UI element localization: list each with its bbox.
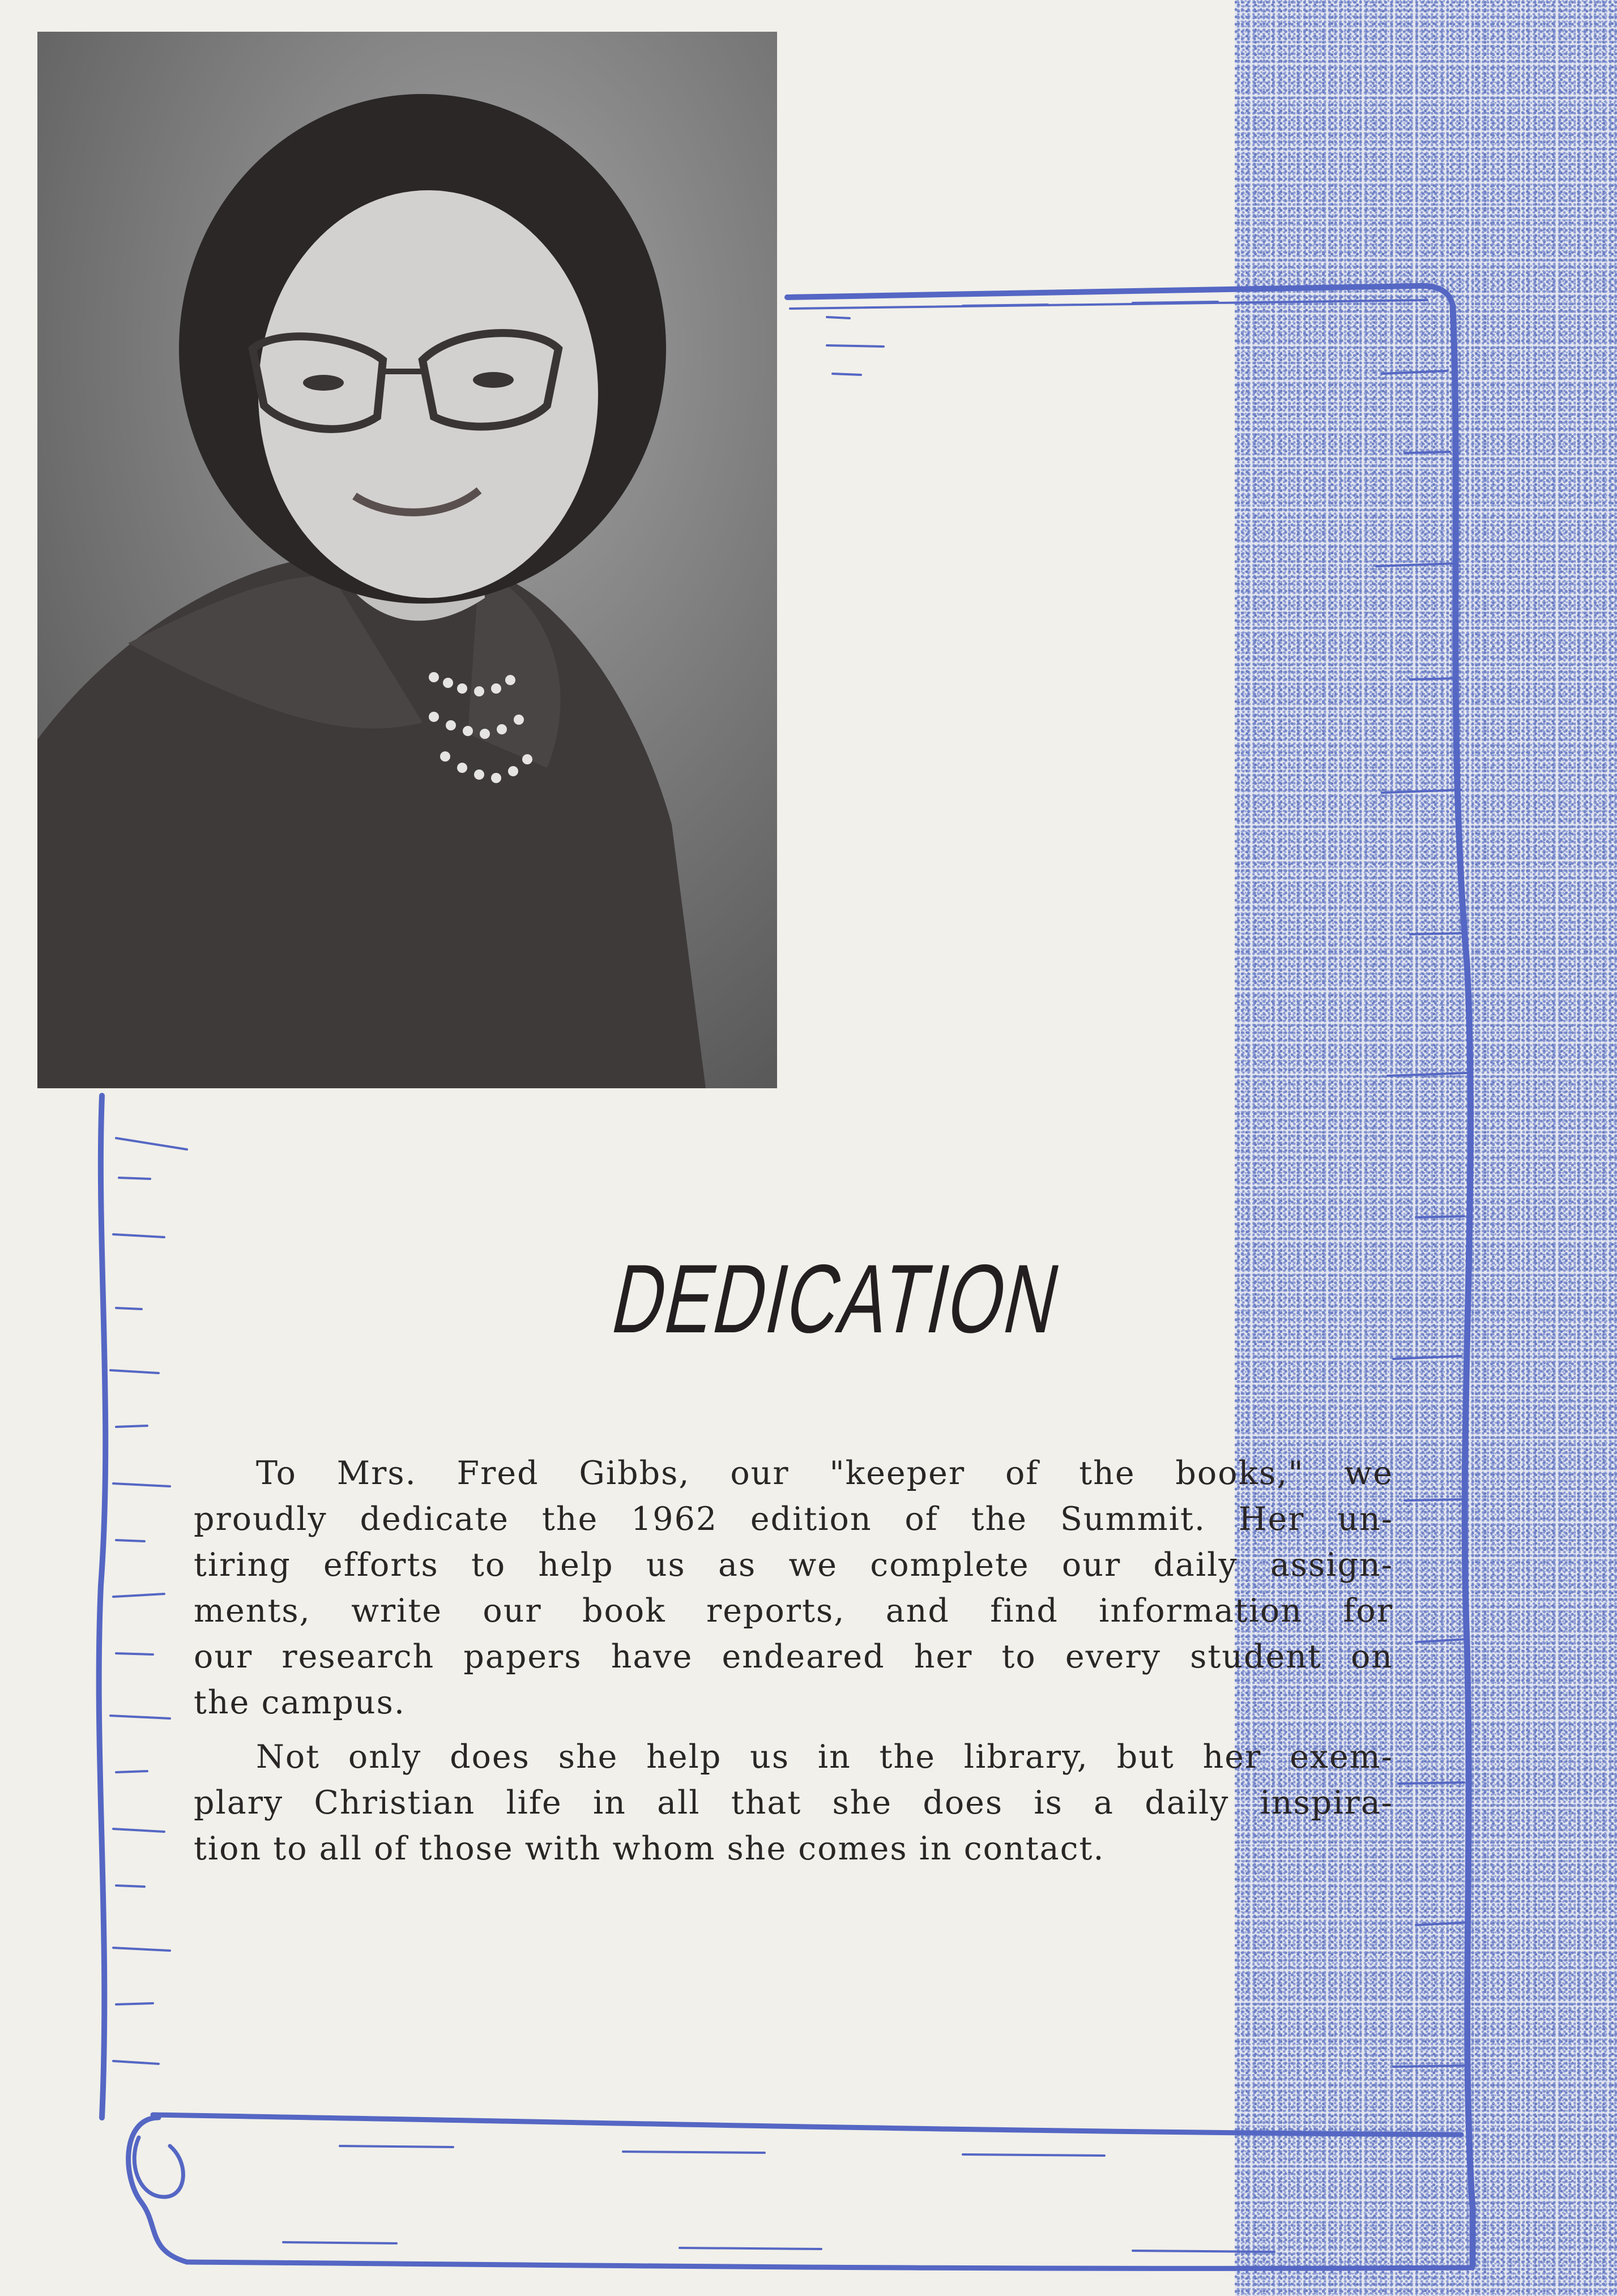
dedication-paragraph-1	[194, 1451, 1393, 1726]
paragraph-line: ments, write our book reports, and find information for	[194, 1592, 1393, 1630]
paragraph-line: Not only does she help us in the library, but her exem-	[256, 1738, 1393, 1776]
paragraph-line: the campus.	[194, 1684, 406, 1721]
paragraph-line: To Mrs. Fred Gibbs, our "keeper of the books," we	[256, 1455, 1393, 1492]
paragraph-line: tiring efforts to help us as we complete our daily assign-	[194, 1546, 1393, 1584]
portrait-photo	[37, 32, 777, 1088]
paragraph-line: proudly dedicate the 1962 edition of the Summit. Her un-	[194, 1500, 1393, 1538]
speckled-border-decoration	[1235, 0, 1617, 2296]
dedication-paragraph-2	[194, 1734, 1393, 1872]
page-title: DEDICATION	[603, 1245, 1070, 1353]
paragraph-line: plary Christian life in all that she does is a daily inspira-	[194, 1784, 1393, 1822]
paragraph-line: our research papers have endeared her to every student on	[194, 1638, 1393, 1675]
paragraph-line: tion to all of those with whom she comes in contact.	[194, 1830, 1105, 1867]
